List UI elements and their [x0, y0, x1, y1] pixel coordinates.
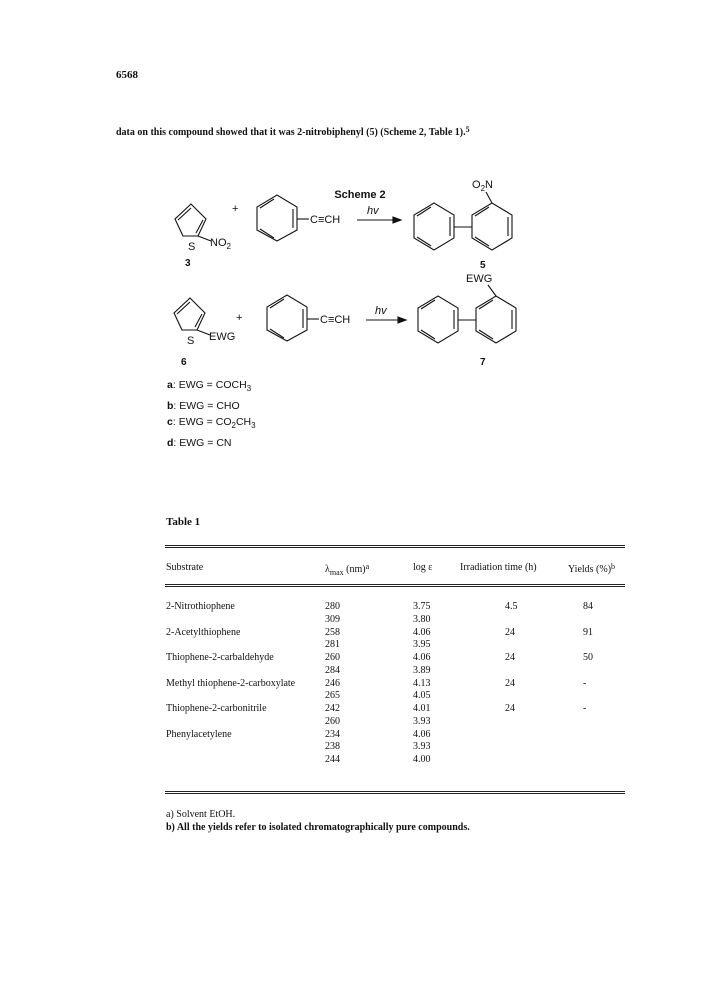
cell-substrate: 2-Acetylthiophene: [166, 626, 241, 638]
sulfur-atom-2: S: [187, 335, 195, 347]
header-bottom-rule-double: [165, 586, 625, 587]
cell-log-epsilon: 3.93: [413, 715, 431, 727]
footnote-a: a) Solvent EtOH.: [166, 809, 236, 820]
cell-log-epsilon: 3.80: [413, 613, 431, 625]
page-number: 6568: [116, 69, 138, 81]
cell-log-epsilon: 3.75: [413, 601, 431, 612]
alkyne-group-2: C≡CH: [320, 314, 351, 326]
plus-sign-2: +: [236, 312, 243, 324]
header-irradiation-time: Irradiation time (h): [460, 562, 537, 573]
table-row: [0, 639, 720, 652]
cell-lambda-max: 242: [325, 703, 340, 714]
table-row: [0, 741, 720, 754]
ewg-definitions: [167, 377, 256, 451]
footnotes: [166, 808, 470, 834]
benzene-ring-2: [267, 295, 319, 341]
cell-lambda-max: 284: [325, 664, 340, 676]
cell-lambda-max: 260: [325, 652, 340, 663]
table-row: [0, 652, 720, 665]
biphenyl-product-1: [414, 192, 512, 250]
footnote-b: b) All the yields refer to isolated chromatographically pure compounds.: [166, 822, 470, 833]
thiophene-ring-1: [175, 204, 211, 241]
cell-log-epsilon: 4.00: [413, 754, 431, 765]
cell-log-epsilon: 3.93: [413, 741, 431, 753]
table-row: [0, 614, 720, 627]
reaction-scheme: [0, 0, 720, 470]
compound-label-7: 7: [480, 357, 486, 368]
table-row: [0, 678, 720, 691]
ewg-definition-b: b: EWG = CHO: [167, 399, 240, 412]
cell-log-epsilon: 4.13: [413, 677, 431, 689]
cell-irradiation-time: 4.5: [505, 601, 518, 612]
nitro-substituent: $NO_2$: [210, 237, 231, 251]
cell-lambda-max: 246: [325, 677, 340, 689]
nitro-product-group: $O_2N$: [472, 179, 493, 193]
sulfur-atom-1: S: [188, 241, 196, 253]
cell-log-epsilon: 3.95: [413, 639, 431, 651]
cell-log-epsilon: 4.06: [413, 626, 431, 638]
cell-lambda-max: 244: [325, 754, 340, 765]
cell-log-epsilon: 4.01: [413, 703, 431, 714]
biphenyl-product-2: [418, 285, 516, 343]
ewg-product-group: EWG: [466, 273, 493, 285]
cell-lambda-max: 281: [325, 639, 340, 651]
table-title: Table 1: [166, 516, 201, 528]
ewg-definition-d: d: EWG = CN: [167, 436, 232, 449]
table-row: [0, 716, 720, 729]
cell-lambda-max: 260: [325, 715, 340, 727]
cell-log-epsilon: 4.06: [413, 652, 431, 663]
cell-irradiation-time: 24: [505, 703, 515, 714]
cell-lambda-max: 234: [325, 728, 340, 740]
table-row: [0, 601, 720, 614]
cell-substrate: Thiophene-2-carbonitrile: [166, 703, 267, 714]
reaction-arrow-2: [366, 317, 406, 323]
cell-log-epsilon: 3.89: [413, 664, 431, 676]
cell-substrate: 2-Nitrothiophene: [166, 601, 235, 612]
benzene-ring-1: [257, 195, 309, 241]
cell-log-epsilon: 4.06: [413, 728, 431, 740]
cell-yield: 91: [583, 626, 593, 638]
alkyne-group-1: C≡CH: [310, 214, 341, 226]
table-bottom-rule: [165, 791, 625, 792]
ewg-definition-a: a: EWG = $COCH_3$: [167, 379, 252, 394]
ewg-substituent: EWG: [209, 331, 236, 343]
ewg-definition-c: c: EWG = $CO_2CH_3$: [167, 416, 256, 431]
cell-yield: -: [583, 703, 587, 714]
header-lambda-max: $\lambda_{max}$ (nm)$^a$: [325, 562, 370, 577]
table-row: [0, 729, 720, 742]
header-bottom-rule: [165, 584, 625, 585]
cell-lambda-max: 265: [325, 690, 340, 702]
table-bottom-rule-double: [165, 793, 625, 794]
table-row: [0, 690, 720, 703]
plus-sign-1: +: [232, 203, 239, 215]
intro-text: data on this compound showed that it was 2-nitrobiphenyl (5) (Scheme 2, Table 1).: [116, 127, 466, 138]
header-log-epsilon: log ε: [413, 562, 433, 573]
cell-yield: 50: [583, 652, 593, 663]
reaction-arrow-1: [357, 217, 401, 223]
table-row: [0, 754, 720, 767]
compound-label-3: 3: [185, 258, 191, 269]
cell-yield: -: [583, 677, 587, 689]
cell-yield: 84: [583, 601, 593, 612]
cell-irradiation-time: 24: [505, 626, 515, 638]
compound-label-5: 5: [480, 260, 486, 271]
cell-lambda-max: 238: [325, 741, 340, 753]
thiophene-ring-2: [174, 298, 210, 335]
scheme-title: Scheme 2: [334, 189, 386, 201]
cell-lambda-max: 280: [325, 601, 340, 612]
header-substrate: Substrate: [166, 562, 204, 573]
cell-substrate: Methyl thiophene-2-carboxylate: [166, 677, 296, 689]
table-body: [0, 601, 720, 767]
cell-irradiation-time: 24: [505, 652, 515, 663]
table-top-rule-double: [165, 547, 625, 548]
table-row: [0, 665, 720, 678]
hv-label-1: hv: [367, 205, 379, 217]
cell-log-epsilon: 4.05: [413, 690, 431, 702]
header-yields: Yields (%)$^b$: [568, 562, 616, 575]
table-row: [0, 703, 720, 716]
table-row: [0, 627, 720, 640]
cell-lambda-max: 258: [325, 626, 340, 638]
compound-label-6: 6: [181, 357, 187, 368]
cell-substrate: Phenylacetylene: [166, 728, 232, 740]
intro-reference: 5: [465, 125, 470, 134]
cell-irradiation-time: 24: [505, 677, 515, 689]
table-top-rule: [165, 545, 625, 546]
cell-substrate: Thiophene-2-carbaldehyde: [166, 652, 274, 663]
hv-label-2: hv: [375, 305, 387, 317]
cell-lambda-max: 309: [325, 613, 340, 625]
